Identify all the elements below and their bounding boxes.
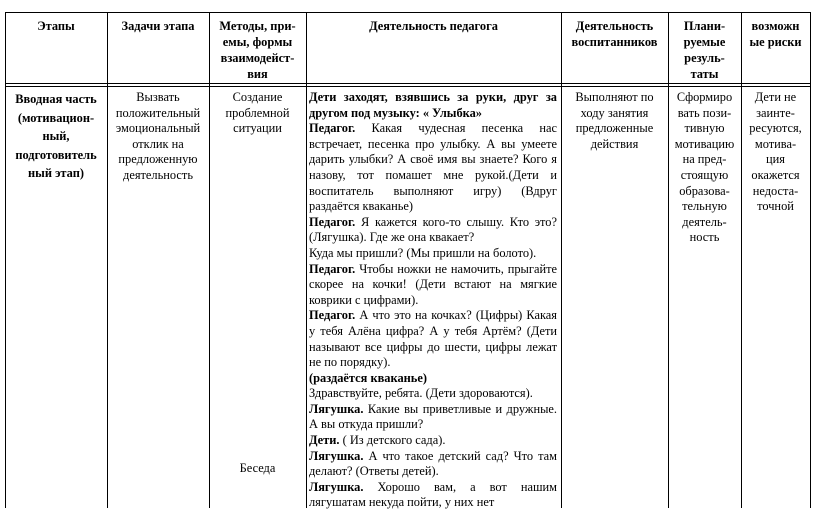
speaker-label: Лягушка. (309, 448, 364, 463)
paragraph-text: Я кажется кого-то слышу. Кто это? (Лягушка). Где же она квакает? (309, 214, 557, 245)
col-border-left (5, 12, 6, 508)
header-children-activity: Деятельность воспитанников (571, 19, 658, 49)
children-activity-cell: Выполняют по ходу занятия предложенные действия (575, 90, 654, 151)
paragraph-text: А что это на кочках? (Цифры) Какая у тебя Алёна цифра? А у тебя Артём? (Дети называют все цифры до шести, цифры лежат не по порядку). (309, 308, 557, 370)
paragraph-text: ( Из детского сада). (339, 433, 446, 448)
header-tasks: Задачи этапа (121, 19, 195, 33)
speaker-label: Дети. (309, 433, 340, 448)
teacher-paragraph (309, 433, 557, 449)
speaker-label: Педагог. (309, 214, 356, 229)
col-border-3 (306, 12, 307, 508)
teacher-paragraph (309, 386, 557, 402)
stage-cell: Вводная часть (мотивацион- ный, подготовитель ный этап) (15, 92, 97, 180)
header-teacher-activity: Деятельность педагога (369, 19, 498, 33)
teacher-paragraph (309, 262, 557, 309)
paragraph-text: А что такое детский сад? Что там делают? (Ответы детей). (309, 448, 557, 479)
col-border-right (810, 12, 811, 508)
paragraph-text: Куда мы пришли? (Мы пришли на болото). (309, 245, 537, 260)
teacher-paragraph (309, 449, 557, 480)
planned-results-cell: Сформиро вать пози- тивную мотивацию на пред- стоящую образова- тельную деятель- ность (674, 90, 735, 245)
speaker-label: Педагог. (309, 261, 356, 276)
speaker-label: Лягушка. (309, 401, 364, 416)
teacher-paragraph (309, 215, 557, 246)
teacher-paragraph (309, 480, 557, 511)
paragraph-text: Здравствуйте, ребята. (Дети здороваются). (309, 386, 533, 401)
col-border-4 (561, 12, 562, 508)
teacher-paragraph (309, 402, 557, 433)
teacher-paragraph (309, 308, 557, 370)
col-border-6 (741, 12, 742, 508)
teacher-paragraph (309, 246, 557, 262)
teacher-activity-cell (309, 90, 557, 511)
col-border-5 (668, 12, 669, 508)
teacher-paragraph (309, 121, 557, 215)
paragraph-text: Какие вы приветливые и дружные. А вы откуда пришли? (309, 401, 557, 432)
method-cell-problem-situation: Создание проблемной ситуации (225, 90, 290, 136)
speaker-label: (раздаётся кваканье) (309, 370, 427, 385)
method-cell-conversation: Беседа (239, 461, 276, 475)
col-border-1 (107, 12, 108, 508)
teacher-paragraph (309, 371, 557, 387)
header-divider-inner (5, 86, 811, 87)
speaker-label: Педагог. (309, 308, 356, 323)
teacher-paragraph (309, 90, 557, 121)
table-top-border (5, 12, 811, 13)
paragraph-text: Чтобы ножки не намочить, прыгайте скорее на кочки! (Дети встают на мягкие коврики с цифрами). (309, 261, 557, 307)
speaker-label: Дети заходят, взявшись за руки, друг за другом под музыку: « Улыбка» (309, 90, 557, 120)
possible-risks-cell: Дети не заинте- ресуются, мотива- ция окажется недоста- точной (749, 90, 802, 214)
paragraph-text: Хорошо вам, а вот нашим лягушатам некуда пойти, у них нет (309, 479, 557, 510)
header-stages: Этапы (37, 19, 75, 33)
task-cell: Вызвать положительный эмоциональный отклик на предложенную деятельность (115, 90, 201, 182)
header-methods: Методы, при- емы, формы взаимодейст- вия (219, 19, 296, 81)
paragraph-text: Какая чудесная песенка нас встречает, песенка про улыбку. А вы умеете дарить улыбки? А своё имя вы знаете? Кого я назову, тот помашет мне рукой.(Дети и воспитатель выполняют игру) (Вдруг раздаётся кваканье) (309, 121, 557, 214)
speaker-label: Педагог. (309, 121, 356, 136)
header-divider (5, 83, 811, 84)
header-possible-risks: возможн ые риски (749, 19, 802, 49)
speaker-label: Лягушка. (309, 479, 364, 494)
col-border-2 (209, 12, 210, 508)
header-planned-results: Плани- руемые резуль- таты (683, 19, 726, 81)
